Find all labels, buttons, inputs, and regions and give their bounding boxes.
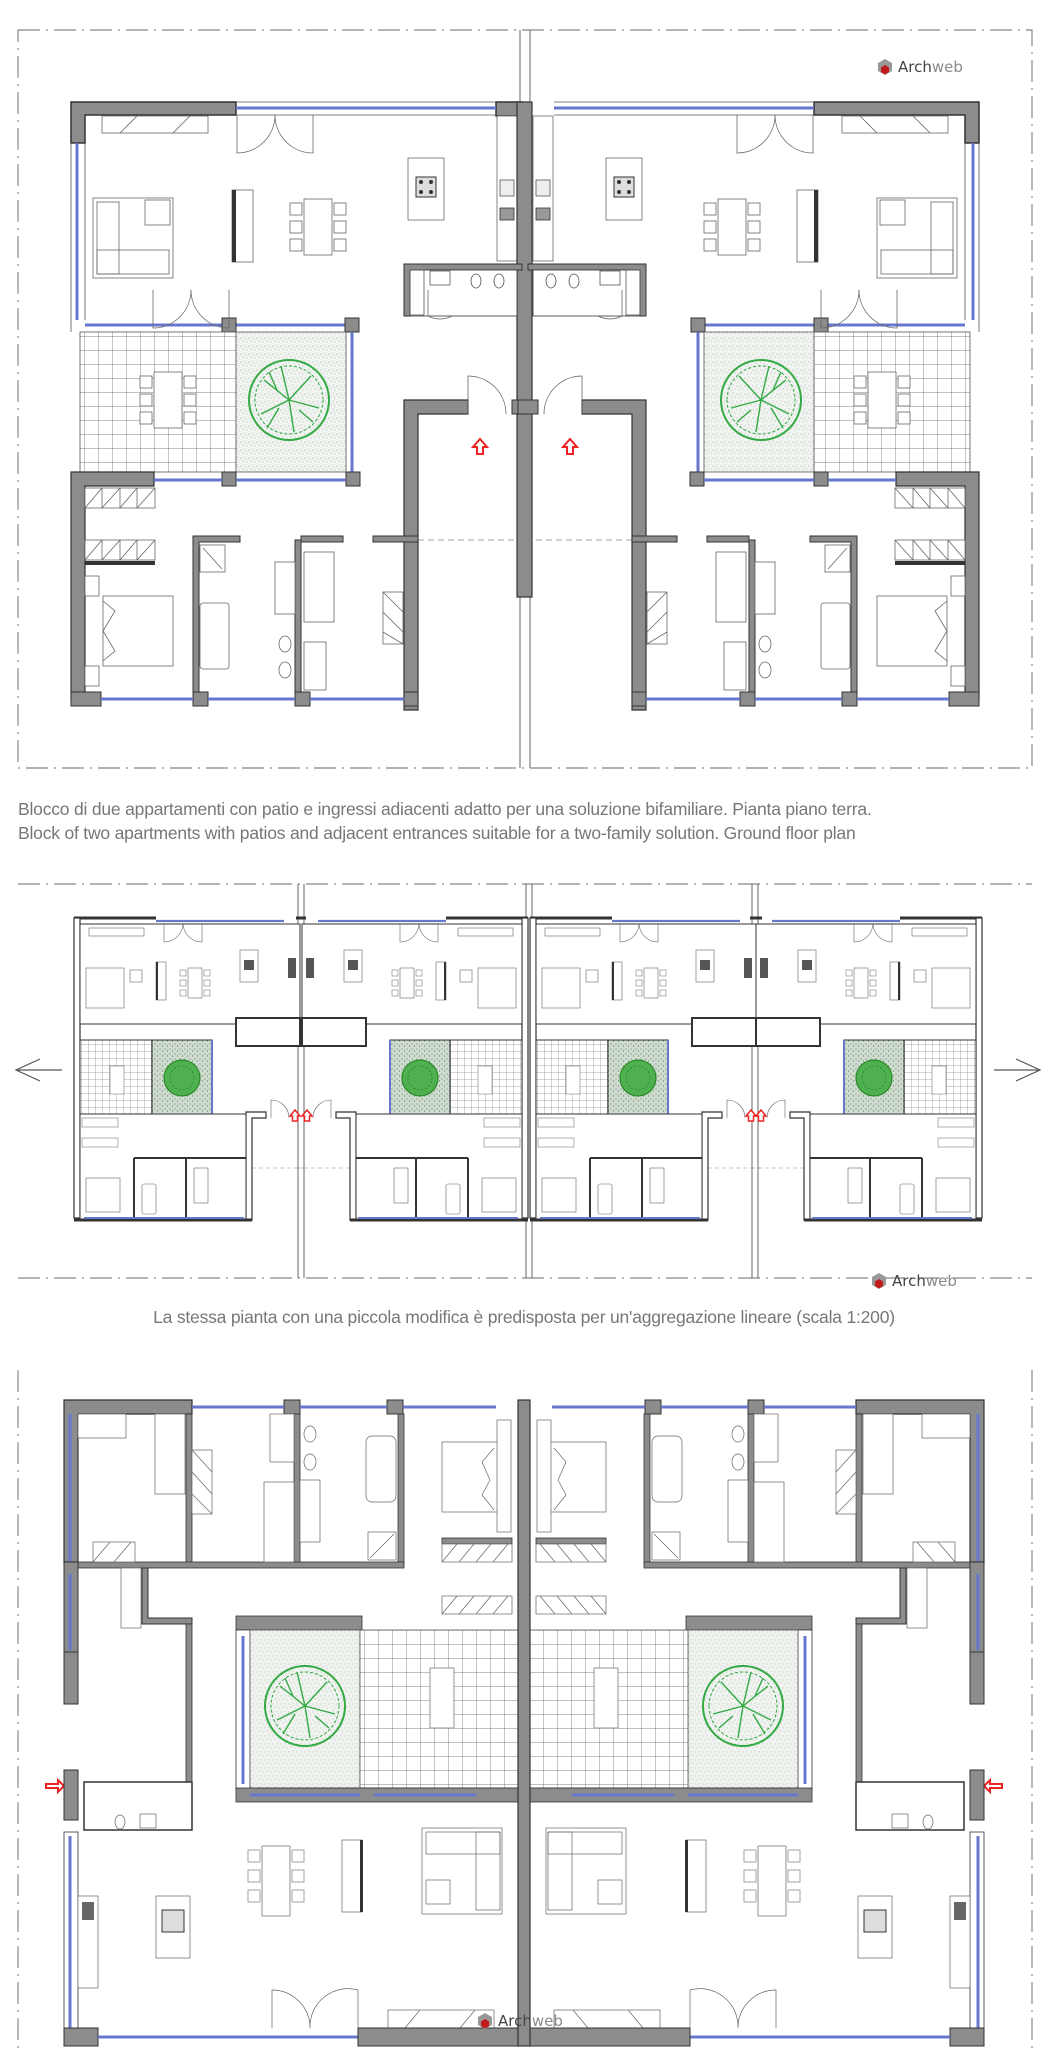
archweb-cube-icon <box>870 1272 888 1290</box>
plan-1-caption-english: Block of two apartments with patios and adjacent entrances suitable for a two-family solution. Ground floor plan <box>18 823 856 843</box>
plan-1-ground-floor-drawing <box>0 0 1048 780</box>
right-arrow-icon <box>994 1059 1040 1081</box>
archweb-logo-plan-2 <box>870 1272 957 1290</box>
archweb-cube-icon <box>876 58 894 76</box>
logo-text-web: web <box>531 2012 563 2030</box>
plan-2-unit-3 <box>530 918 762 1220</box>
plan-2-unit-2 <box>296 918 528 1220</box>
logo-text-web: web <box>925 1272 957 1290</box>
left-arrow-icon <box>16 1059 62 1081</box>
archweb-logo-plan-3 <box>476 2012 563 2030</box>
plan-1-caption-italian: Blocco di due appartamenti con patio e ingressi adiacenti adatto per una soluzione bifamiliare. Pianta piano terra. <box>18 799 872 819</box>
logo-text-web: web <box>931 58 963 76</box>
plan-2-unit-4 <box>750 918 982 1220</box>
logo-text-arch: Arch <box>898 58 932 76</box>
plan-2-linear-aggregation-drawing <box>0 870 1048 1290</box>
plan-2-unit-1 <box>74 918 306 1220</box>
plan-3-side-entrance-drawing <box>0 1350 1048 2048</box>
logo-text-arch: Arch <box>498 2012 532 2030</box>
plan-2-caption: La stessa pianta con una piccola modifica è predisposta per un'aggregazione lineare (scala 1:200) <box>153 1307 895 1327</box>
logo-text-arch: Arch <box>892 1272 926 1290</box>
archweb-cube-icon <box>476 2012 494 2030</box>
archweb-logo-plan-1 <box>876 58 963 76</box>
